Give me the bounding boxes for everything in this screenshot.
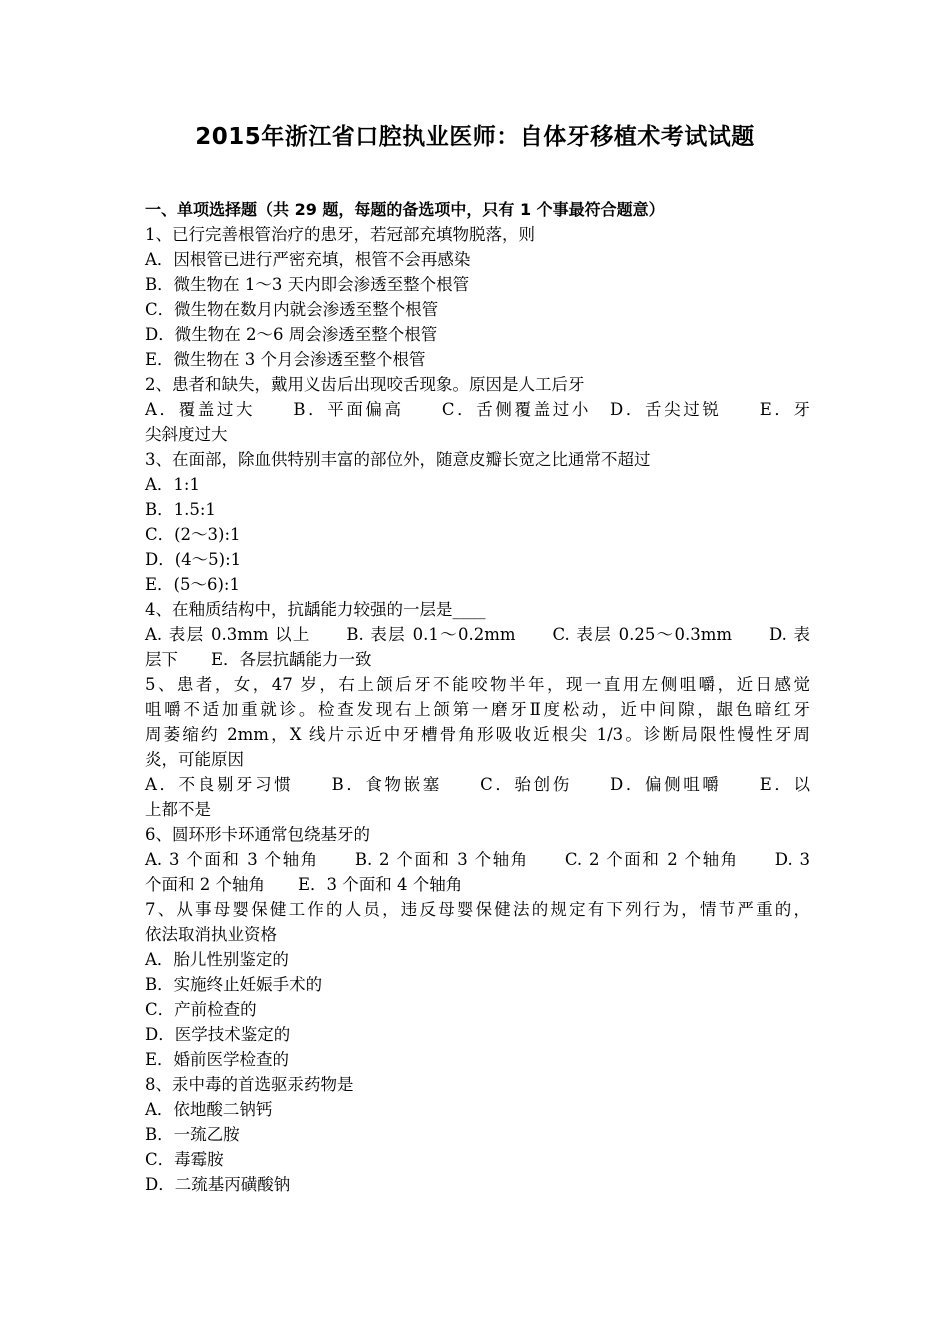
option-line: B．微生物在 1～3 天内即会渗透至整个根管 — [145, 275, 470, 294]
option-line: B．一巯乙胺 — [145, 1125, 240, 1144]
document-title: 2015年浙江省口腔执业医师：自体牙移植术考试试题 — [195, 124, 755, 150]
option-line: C．毒霉胺 — [145, 1150, 224, 1169]
question-text: 2、患者和缺失，戴用义齿后出现咬舌现象。原因是人工后牙 — [145, 375, 585, 394]
question-text: 1、已行完善根管治疗的患牙，若冠部充填物脱落，则 — [145, 225, 535, 244]
text-line: 咀嚼不适加重就诊。检查发现右上颌第一磨牙Ⅱ度松动，近中间隙，龈色暗红牙 — [145, 700, 810, 719]
option-line: 尖斜度过大 — [145, 425, 228, 444]
text-line: 7、从事母婴保健工作的人员，违反母婴保健法的规定有下列行为，情节严重的， — [145, 900, 810, 919]
option-line: 上都不是 — [145, 800, 211, 819]
option-line: A．胎儿性别鉴定的 — [145, 950, 289, 969]
option-line: 依法取消执业资格 — [145, 925, 277, 944]
option-line: E．(5～6):1 — [145, 575, 240, 594]
text-line: A．覆盖过大 B．平面偏高 C．舌侧覆盖过小 D．舌尖过锐 E．牙 — [145, 400, 810, 419]
question-text: 6、圆环形卡环通常包绕基牙的 — [145, 825, 370, 844]
option-line: B．实施终止妊娠手术的 — [145, 975, 323, 994]
option-line: A．1:1 — [145, 475, 200, 494]
option-line: D．医学技术鉴定的 — [145, 1025, 291, 1044]
option-line: E．微生物在 3 个月会渗透至整个根管 — [145, 350, 426, 369]
section-heading: 一、单项选择题（共 29 题，每题的备选项中，只有 1 个事最符合题意） — [145, 200, 665, 219]
option-line: 层下 E．各层抗龋能力一致 — [145, 650, 372, 669]
option-line: E．婚前医学检查的 — [145, 1050, 290, 1069]
question-list — [145, 222, 810, 1197]
option-line: B．1.5:1 — [145, 500, 216, 519]
text-line: A. 3 个面和 3 个轴角 B. 2 个面和 3 个轴角 C. 2 个面和 2 个轴角 D. 3 — [145, 850, 810, 869]
text-line: A. 表层 0.3mm 以上 B. 表层 0.1～0.2mm C. 表层 0.25～0.3mm D. 表 — [145, 625, 810, 644]
option-line: A．因根管已进行严密充填，根管不会再感染 — [145, 250, 471, 269]
option-line: 炎，可能原因 — [145, 750, 244, 769]
option-line: C．产前检查的 — [145, 1000, 257, 1019]
document-body — [145, 197, 810, 1197]
option-line: A．依地酸二钠钙 — [145, 1100, 273, 1119]
option-line: D．微生物在 2～6 周会渗透至整个根管 — [145, 325, 438, 344]
text-line: 周萎缩约 2mm，X 线片示近中牙槽骨角形吸收近根尖 1/3。诊断局限性慢性牙周 — [145, 725, 810, 744]
text-line: A．不良剔牙习惯 B．食物嵌塞 C．骀创伤 D．偏侧咀嚼 E．以 — [145, 775, 810, 794]
option-line: D．二巯基丙磺酸钠 — [145, 1175, 291, 1194]
option-line: C．微生物在数月内就会渗透至整个根管 — [145, 300, 439, 319]
option-line: 个面和 2 个轴角 E．3 个面和 4 个轴角 — [145, 875, 463, 894]
question-text: 4、在釉质结构中，抗龋能力较强的一层是____ — [145, 600, 486, 619]
option-line: D．(4～5):1 — [145, 550, 242, 569]
option-line: C．(2～3):1 — [145, 525, 241, 544]
text-line: 5、患者，女，47 岁，右上颌后牙不能咬物半年，现一直用左侧咀嚼，近日感觉 — [145, 675, 810, 694]
question-text: 3、在面部，除血供特别丰富的部位外，随意皮瓣长宽之比通常不超过 — [145, 450, 651, 469]
question-text: 8、汞中毒的首选驱汞药物是 — [145, 1075, 354, 1094]
